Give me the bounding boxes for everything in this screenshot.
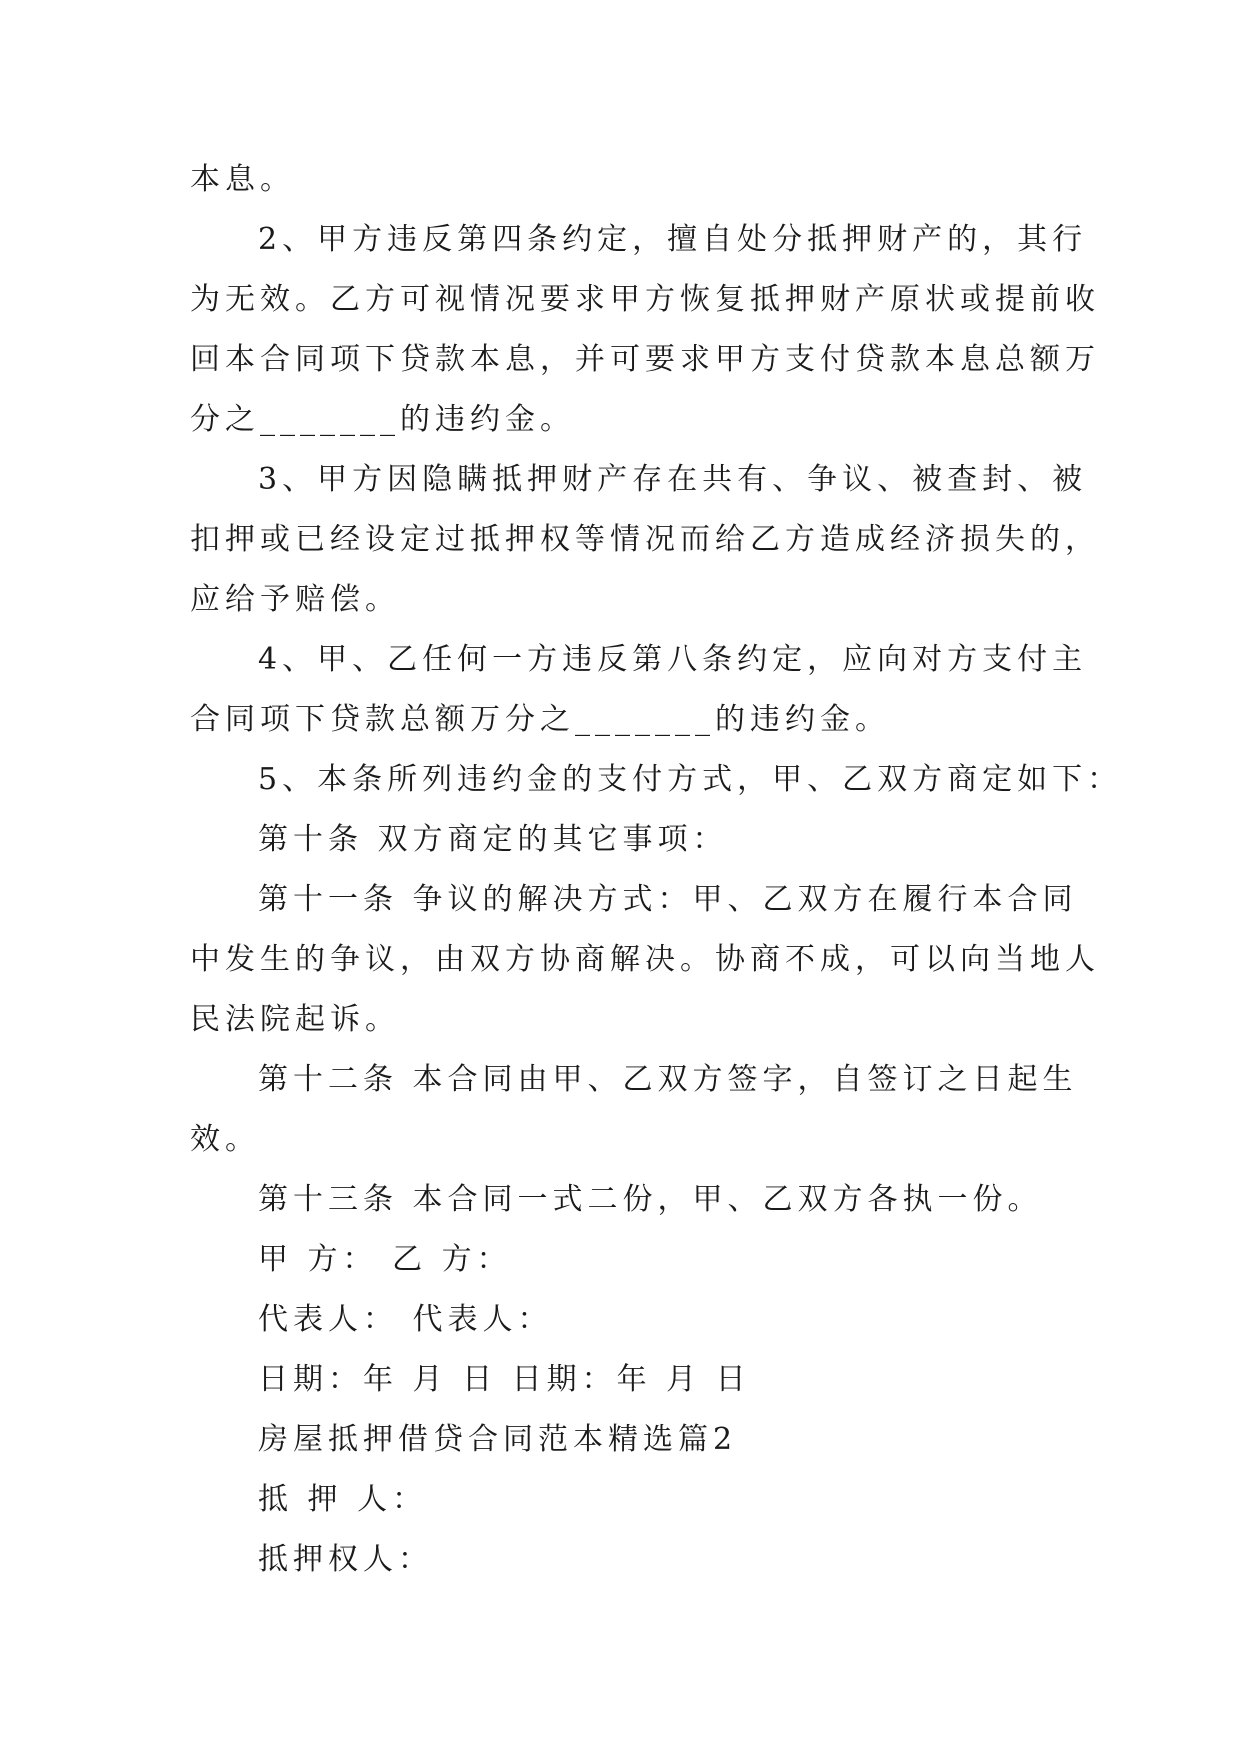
text-line: 民法院起诉。 (190, 1002, 400, 1037)
signature-party-line: 甲 方： 乙 方： (258, 1242, 512, 1277)
mortgagee-line: 抵押权人： (258, 1542, 433, 1577)
text-line: 中发生的争议，由双方协商解决。协商不成，可以向当地人 (190, 942, 1100, 977)
clause-paragraph: 4、甲、乙任何一方违反第八条约定，应向对方支付主 (258, 642, 1088, 677)
text-line: 为无效。乙方可视情况要求甲方恢复抵押财产原状或提前收 (190, 282, 1100, 317)
signature-date-line: 日期：年 月 日 日期：年 月 日 (258, 1362, 751, 1397)
text-line: 本息。 (190, 162, 295, 197)
clause-paragraph: 5、本条所列违约金的支付方式，甲、乙双方商定如下： (258, 762, 1123, 797)
mortgagor-line: 抵 押 人： (258, 1482, 428, 1517)
document-page (190, 150, 1123, 1590)
text-line: 应给予赔偿。 (190, 582, 400, 617)
text-line: 合同项下贷款总额万分之_______的违约金。 (190, 702, 890, 737)
text-line: 回本合同项下贷款本息，并可要求甲方支付贷款本息总额万 (190, 342, 1100, 377)
article-heading: 第十二条 本合同由甲、乙双方签字，自签订之日起生 (258, 1062, 1078, 1097)
article-heading: 第十一条 争议的解决方式：甲、乙双方在履行本合同 (258, 882, 1078, 917)
signature-representative-line: 代表人： 代表人： (258, 1302, 553, 1337)
clause-paragraph: 2、甲方违反第四条约定，擅自处分抵押财产的，其行 (258, 222, 1088, 257)
clause-paragraph: 3、甲方因隐瞒抵押财产存在共有、争议、被查封、被 (258, 462, 1088, 497)
text-line: 分之_______的违约金。 (190, 402, 575, 437)
article-heading: 第十三条 本合同一式二份，甲、乙双方各执一份。 (258, 1182, 1043, 1217)
text-line: 效。 (190, 1122, 260, 1157)
text-line: 扣押或已经设定过抵押权等情况而给乙方造成经济损失的， (190, 522, 1100, 557)
section-title: 房屋抵押借贷合同范本精选篇2 (258, 1422, 738, 1457)
article-heading: 第十条 双方商定的其它事项： (258, 822, 728, 857)
